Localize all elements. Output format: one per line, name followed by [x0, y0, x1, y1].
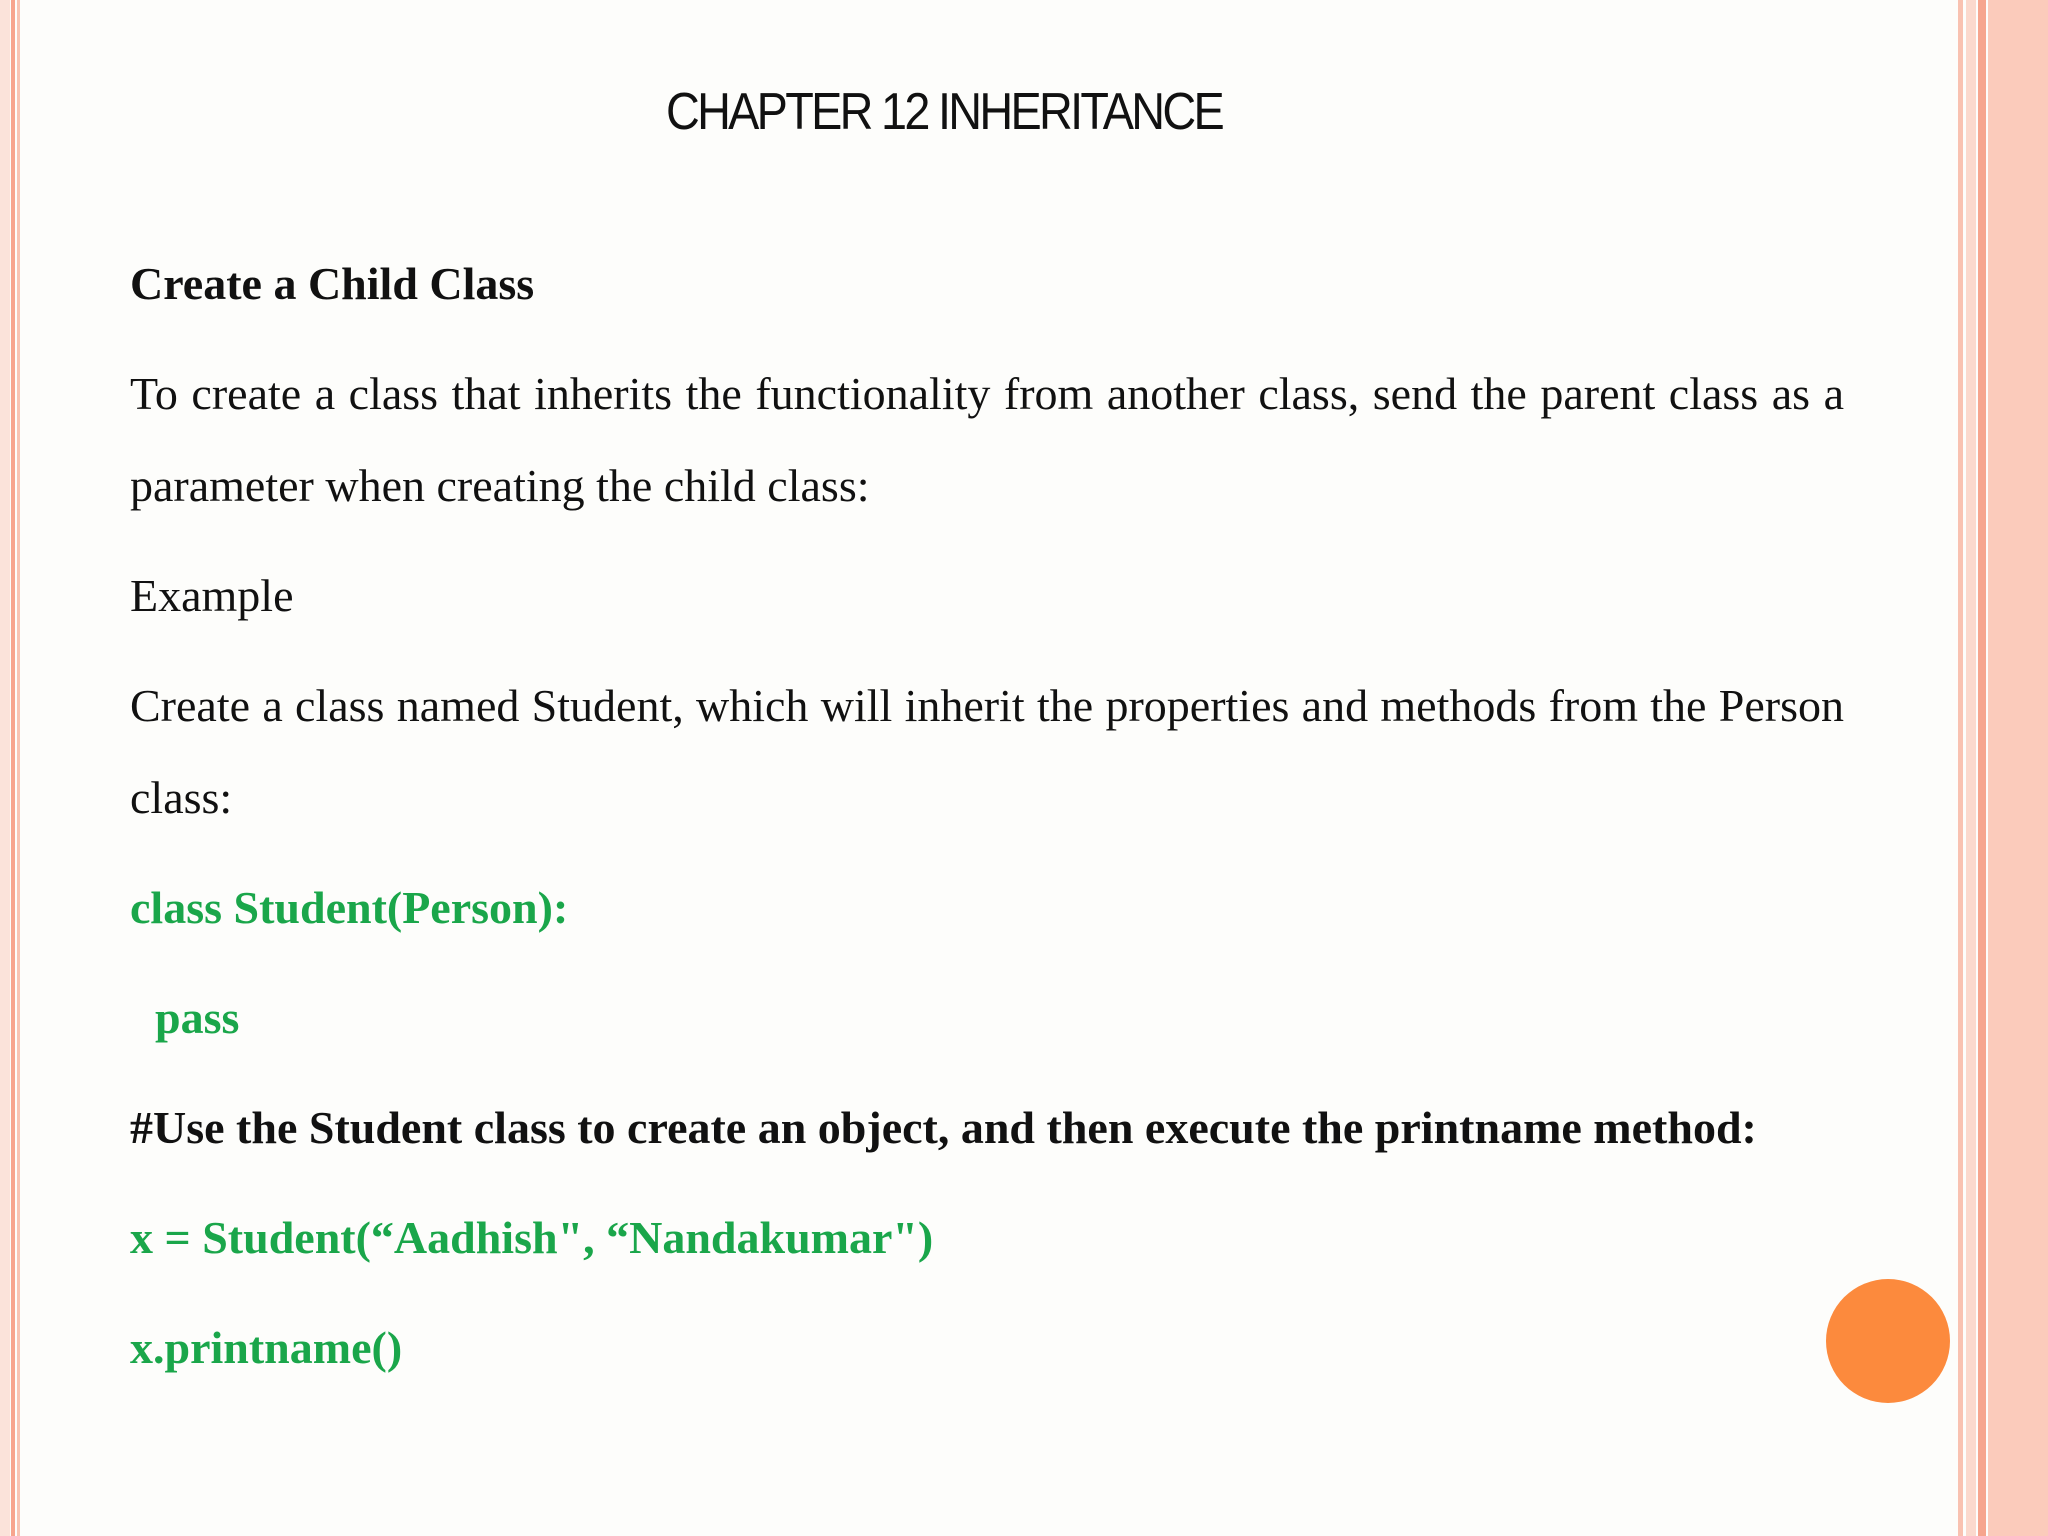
- left-border-line: [0, 0, 10, 1536]
- slide-title: CHAPTER 12 INHERITANCE: [665, 83, 1223, 141]
- orange-circle-decoration: [1826, 1279, 1950, 1403]
- intro-paragraph: To create a class that inherits the functionality from another class, send the parent class as a parameter when creating the child class:: [130, 368, 1844, 511]
- right-border-band: [1988, 0, 2048, 1536]
- code-line: class Student(Person):: [130, 882, 569, 933]
- right-border-line: [1978, 0, 1986, 1536]
- code-line: x = Student(“Aadhish", “Nandakumar"): [130, 1212, 934, 1263]
- right-border-line: [1958, 0, 1963, 1536]
- code-line: x.printname(): [130, 1322, 403, 1373]
- section-heading: Create a Child Class: [130, 258, 535, 309]
- code-comment: #Use the Student class to create an object, and then execute the printname method:: [130, 1102, 1757, 1153]
- code-line: pass: [155, 992, 240, 1043]
- example-description: Create a class named Student, which will inherit the properties and methods from the Person class:: [130, 680, 1844, 823]
- slide-body: [130, 238, 1844, 1394]
- right-border-line: [1966, 0, 1976, 1536]
- left-border-line: [11, 0, 15, 1536]
- example-label: Example: [130, 570, 294, 621]
- left-border-line: [17, 0, 20, 1536]
